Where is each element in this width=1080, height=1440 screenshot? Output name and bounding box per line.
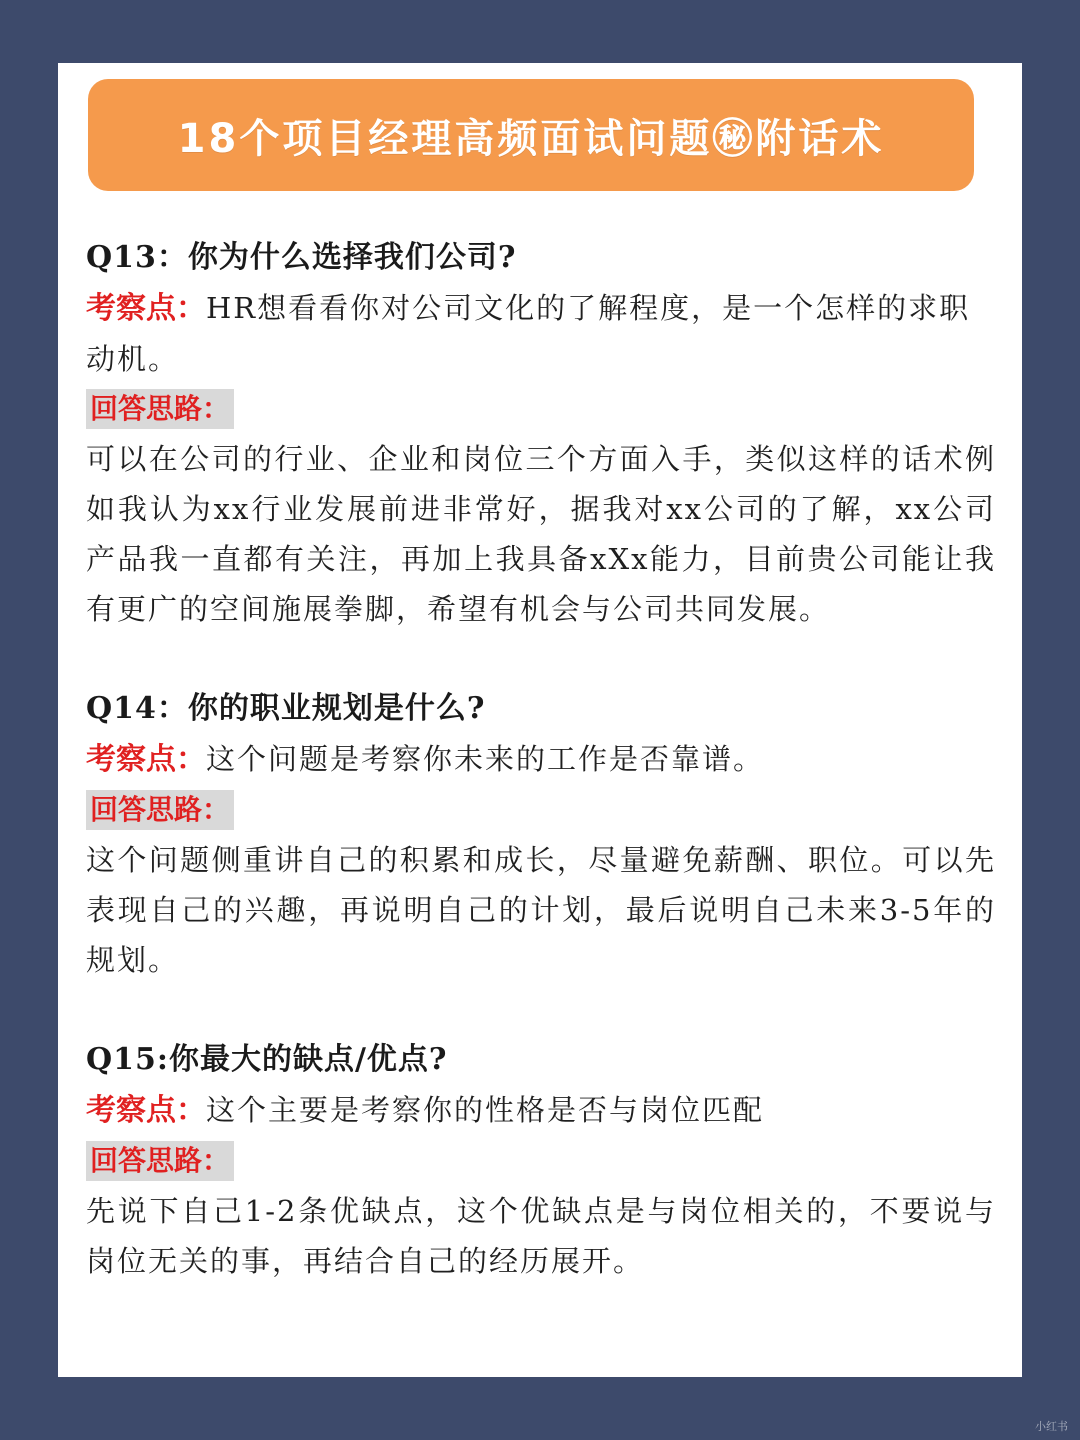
focus-text: 这个主要是考察你的性格是否与岗位匹配	[206, 1093, 765, 1127]
approach-row	[86, 384, 996, 434]
focus-label: 考察点：	[86, 291, 206, 326]
approach-label: 回答思路：	[86, 790, 234, 830]
approach-row	[86, 1136, 996, 1186]
question-heading: Q13：你为什么选择我们公司?	[86, 240, 517, 275]
answer-text: 这个问题侧重讲自己的积累和成长，尽量避免薪酬、职位。可以先表现自己的兴趣，再说明自己的计划，最后说明自己未来3-5年的规划。	[86, 843, 996, 977]
answer-text: 可以在公司的行业、企业和岗位三个方面入手，类似这样的话术例如我认为xx行业发展前进非常好，据我对xx公司的了解，xx公司产品我一直都有关注，再加上我具备xXx能力，目前贵公司能让我有更广的空间施展拳脚，希望有机会与公司共同发展。	[86, 442, 996, 626]
content-card	[58, 63, 1022, 1377]
focus-text: HR想看看你对公司文化的了解程度，是一个怎样的求职动机。	[86, 291, 971, 376]
qa-item-q15	[86, 1035, 996, 1286]
qa-item-q13	[86, 233, 996, 634]
page-title: 18个项目经理高频面试问题㊙附话术	[177, 115, 885, 162]
approach-row	[86, 785, 996, 835]
approach-label: 回答思路：	[86, 1141, 234, 1181]
watermark: 小红书	[1035, 1420, 1068, 1433]
focus-paragraph	[86, 1085, 996, 1136]
qa-item-q14	[86, 684, 996, 985]
question-heading: Q15:你最大的缺点/优点?	[86, 1042, 448, 1077]
question-heading: Q14：你的职业规划是什么?	[86, 691, 486, 726]
focus-paragraph	[86, 283, 996, 384]
focus-text: 这个问题是考察你未来的工作是否靠谱。	[206, 742, 765, 776]
answer-text: 先说下自己1-2条优缺点，这个优缺点是与岗位相关的，不要说与岗位无关的事，再结合自己的经历展开。	[86, 1194, 996, 1278]
focus-label: 考察点：	[86, 1093, 206, 1128]
title-banner	[88, 79, 974, 191]
qa-list	[86, 233, 996, 1286]
focus-paragraph	[86, 734, 996, 785]
focus-label: 考察点：	[86, 742, 206, 777]
approach-label: 回答思路：	[86, 389, 234, 429]
